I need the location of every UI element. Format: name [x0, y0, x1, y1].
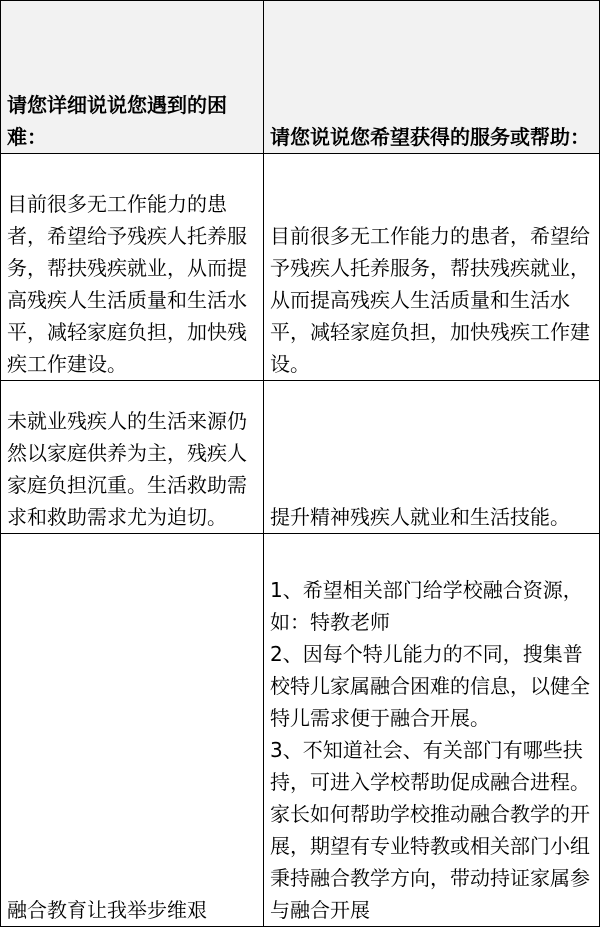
header-difficulty: 请您详细说说您遇到的困难： — [1, 1, 264, 154]
header-row — [1, 1, 600, 154]
help-item: 1、希望相关部门给学校融合资源，如：特教老师 — [270, 578, 583, 634]
difficulty-cell: 融合教育让我举步维艰 — [1, 534, 264, 927]
difficulty-cell: 目前很多无工作能力的患者，希望给予残疾人托养服务，帮扶残疾就业，从而提高残疾人生活质量和生活水平，减轻家庭负担，加快残疾工作建设。 — [1, 154, 264, 381]
help-cell: 提升精神残疾人就业和生活技能。 — [264, 381, 600, 534]
difficulty-cell: 未就业残疾人的生活来源仍然以家庭供养为主，残疾人家庭负担沉重。生活救助需求和救助需求尤为迫切。 — [1, 381, 264, 534]
table-row — [1, 381, 600, 534]
table-row — [1, 534, 600, 927]
header-help: 请您说说您希望获得的服务或帮助： — [264, 1, 600, 154]
help-item: 2、因每个特儿能力的不同，搜集普校特儿家属融合困难的信息，以健全特儿需求便于融合开展。 — [270, 642, 590, 730]
help-cell — [264, 534, 600, 927]
help-item: 3、不知道社会、有关部门有哪些扶持，可进入学校帮助促成融合进程。家长如何帮助学校推动融合教学的开展，期望有专业特教或相关部门小组秉持融合教学方向，带动持证家属参与融合开展 — [270, 738, 590, 922]
table-row — [1, 154, 600, 381]
help-cell: 目前很多无工作能力的患者，希望给予残疾人托养服务，帮扶残疾就业，从而提高残疾人生活质量和生活水平，减轻家庭负担，加快残疾工作建设。 — [264, 154, 600, 381]
